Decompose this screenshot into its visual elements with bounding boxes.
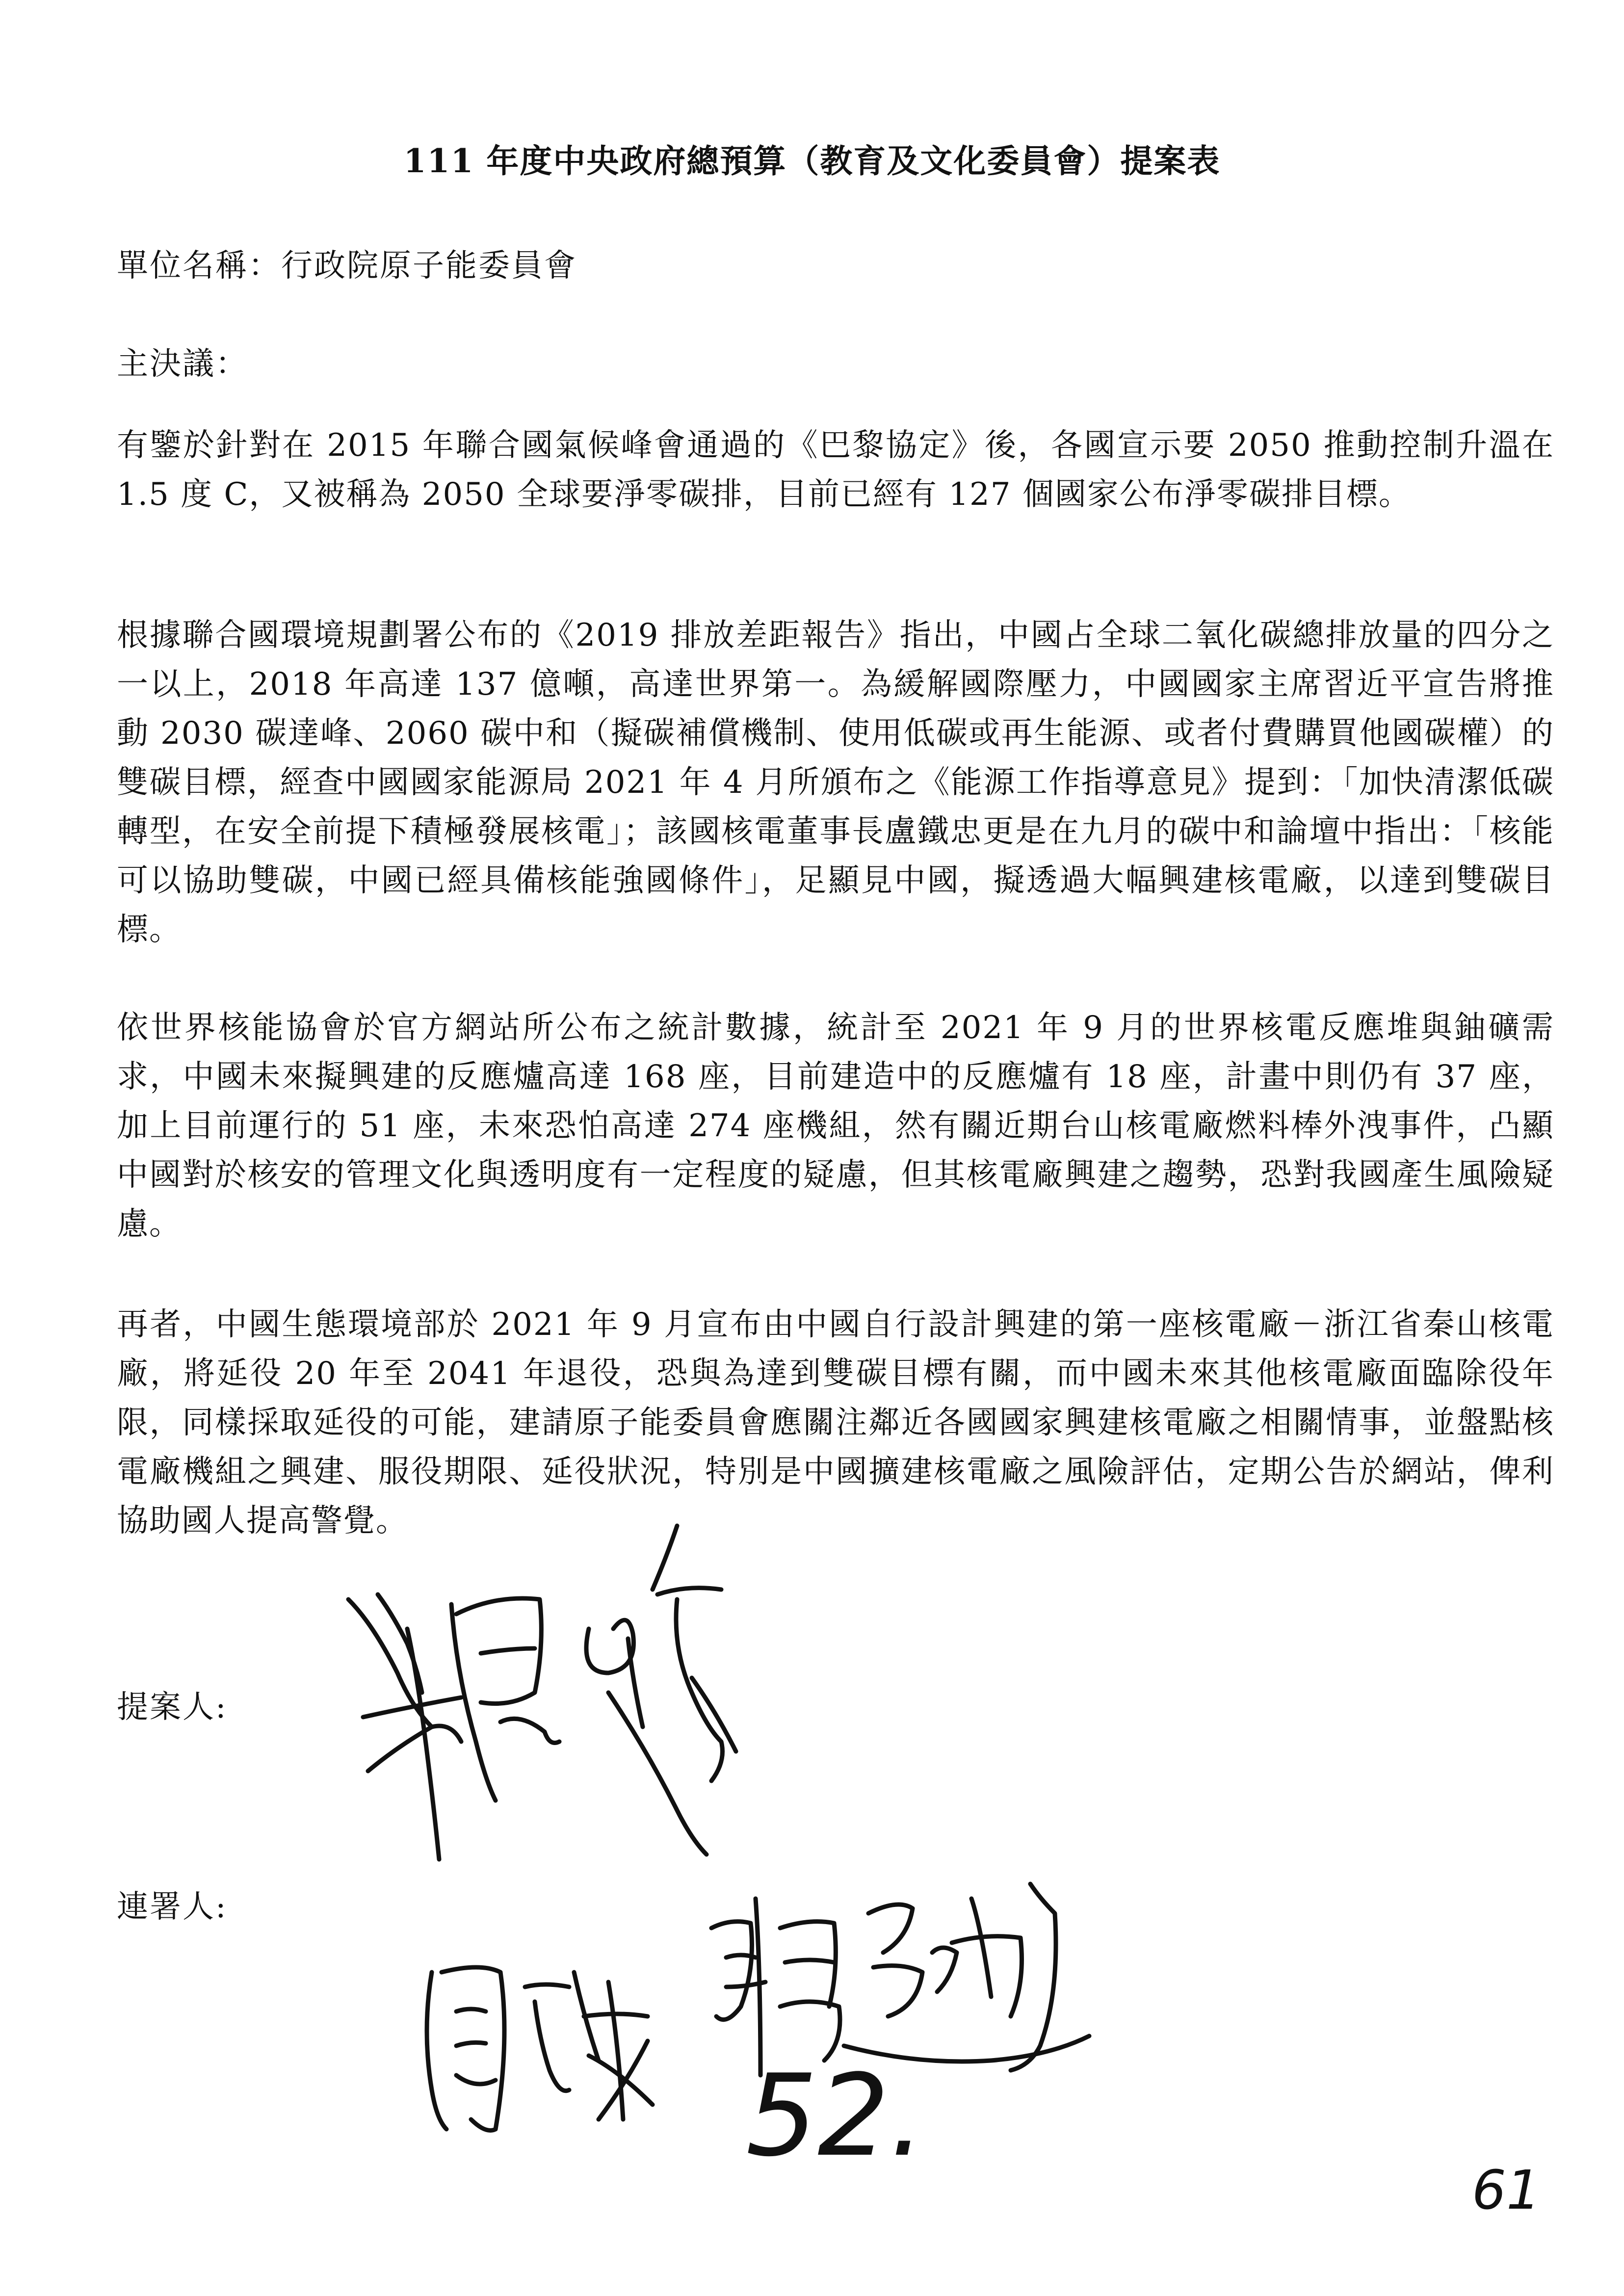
main-resolution-label: 主決議： bbox=[117, 346, 248, 382]
paragraph-qinshan-extension: 再者，中國生態環境部於 2021 年 9 月宣布由中國自行設計興建的第一座核電廠－浙江省秦山核電廠，將延役 20 年至 2041 年退役，恐與為達到雙碳目標有關，而中國未來其他核電廠面臨除役年限，同樣採取延役的可能，建請原子能委員會應關注鄰近各國國家興建核電廠之相關情事，並盤點核電廠機組之興建、服役期限、延役狀況，特別是中國擴建核電廠之風險評估，定期公告於網站，俾利協助國人提高警覺。 bbox=[117, 1306, 1554, 1539]
proposer-label: 提案人: bbox=[117, 1689, 228, 1725]
unit-name: 單位名稱：行政院原子能委員會 bbox=[117, 248, 577, 284]
document-title: 111 年度中央政府總預算（教育及文化委員會）提案表 bbox=[403, 142, 1221, 180]
paragraph-paris-agreement: 有鑒於針對在 2015 年聯合國氣候峰會通過的《巴黎協定》後，各國宣示要 2050 推動控制升溫在 1.5 度 C，又被稱為 2050 全球要淨零碳排，目前已經有 127 個國家公布淨零碳排目標。 bbox=[117, 427, 1554, 513]
page-number: 61 bbox=[1472, 2159, 1541, 2221]
handwritten-number: 52. bbox=[746, 2051, 925, 2182]
cosigner-label: 連署人: bbox=[117, 1889, 228, 1925]
proposer-signature bbox=[334, 1516, 775, 1869]
paragraph-unep-report: 根據聯合國環境規劃署公布的《2019 排放差距報告》指出，中國占全球二氧化碳總排放量的四分之一以上，2018 年高達 137 億噸，高達世界第一。為緩解國際壓力，中國國家主席習近平宣告將推動 2030 碳達峰、2060 碳中和（擬碳補償機制、使用低碳或再生能源、或者付費購買他國碳權）的雙碳目標，經查中國國家能源局 2021 年 4 月所頒布之《能源工作指導意見》提到：「加快清潔低碳轉型，在安全前提下積極發展核電」；該國核電董事長盧鐵忠更是在九月的碳中和論壇中指出：「核能可以協助雙碳，中國已經具備核能強國條件」，足顯見中國，擬透過大幅興建核電廠，以達到雙碳目標。 bbox=[117, 617, 1554, 948]
cosigner-signature-1 bbox=[412, 1943, 667, 2149]
paragraph-wna-statistics: 依世界核能協會於官方網站所公布之統計數據，統計至 2021 年 9 月的世界核電反應堆與鈾礦需求，中國未來擬興建的反應爐高達 168 座，目前建造中的反應爐有 18 座，計畫中則仍有 37 座，加上目前運行的 51 座，未來恐怕高達 274 座機組，然有關近期台山核電廠燃料棒外洩事件，凸顯中國對於核安的管理文化與透明度有一定程度的疑慮，但其核電廠興建之趨勢，恐對我國產生風險疑慮。 bbox=[117, 1010, 1554, 1242]
